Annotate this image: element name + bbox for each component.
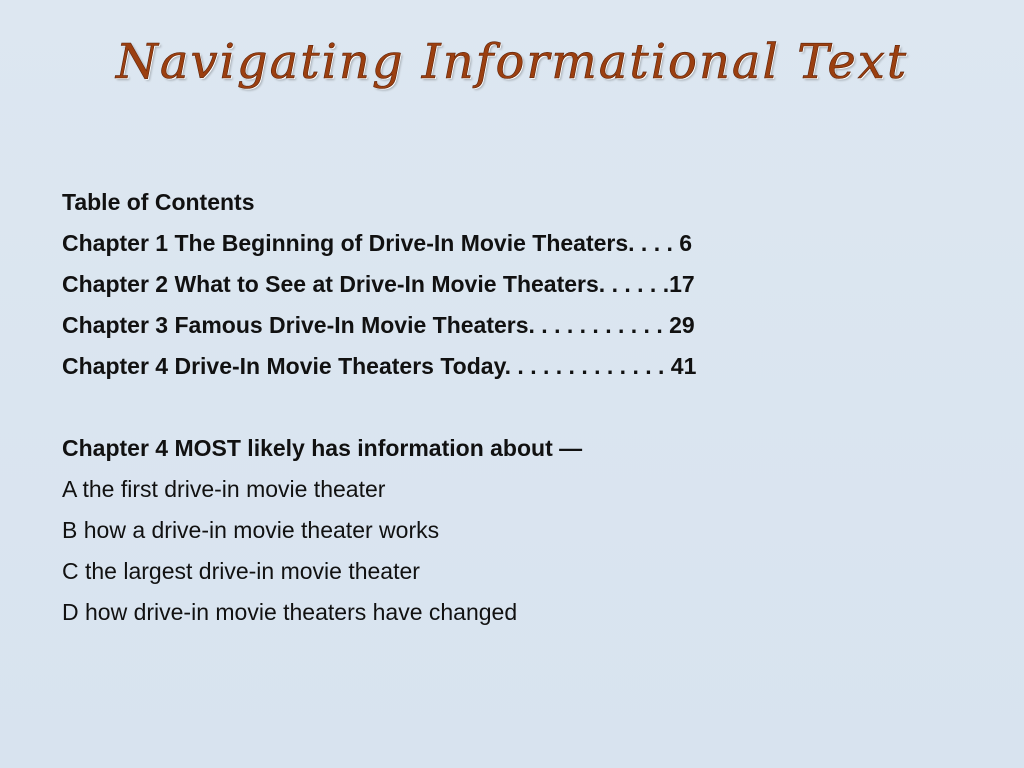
toc-chapter-3: Chapter 3 Famous Drive-In Movie Theaters. . . . . . . . . . . 29 (62, 312, 695, 338)
answer-option-a: A the first drive-in movie theater (62, 476, 386, 502)
slide-body (62, 184, 962, 635)
answer-option-d: D how drive-in movie theaters have changed (62, 599, 518, 625)
toc-chapter-4: Chapter 4 Drive-In Movie Theaters Today. . . . . . . . . . . . . 41 (62, 353, 697, 379)
toc-chapter-2: Chapter 2 What to See at Drive-In Movie Theaters. . . . . .17 (62, 271, 695, 297)
spacer (62, 389, 962, 430)
toc-heading: Table of Contents (62, 189, 255, 215)
answer-option-b: B how a drive-in movie theater works (62, 517, 440, 543)
slide-title: Navigating Informational Text (115, 34, 909, 90)
question-prompt: Chapter 4 MOST likely has information about — (62, 435, 583, 461)
answer-option-c: C the largest drive-in movie theater (62, 558, 420, 584)
toc-chapter-1: Chapter 1 The Beginning of Drive-In Movie Theaters. . . . 6 (62, 230, 693, 256)
